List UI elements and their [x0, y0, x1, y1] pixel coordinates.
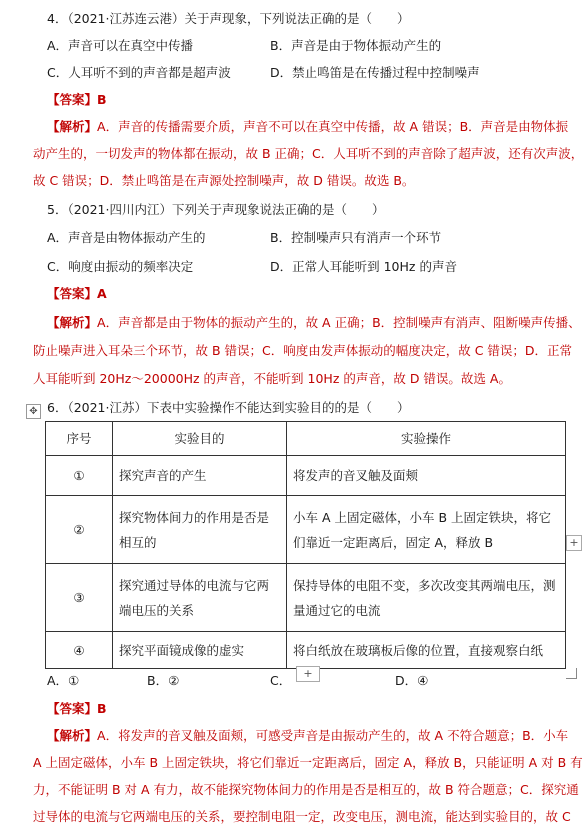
q6-answer-value: B	[97, 701, 107, 716]
q6-option-a: A．①	[47, 673, 80, 688]
table-row	[46, 564, 566, 632]
q5-analysis-tag: 【解析】	[47, 315, 98, 330]
q4-title: 4．（2021·江苏连云港）关于声现象，下列说法正确的是（ ）	[47, 11, 410, 26]
q6-analysis-line-3: 力，不能证明 B 对 A 有力，故不能探究物体间力的作用是否是相互的，故 B 符合题意；C．探究通	[33, 782, 579, 797]
row-index: ④	[46, 632, 113, 669]
q6-analysis-line-2: A 上固定磁体，小车 B 上固定铁块，将它们靠近一定距离后，固定 A，释放 B，只能证明 A 对 B 有	[33, 755, 583, 770]
table-move-icon[interactable]: ✥	[26, 404, 41, 419]
q5-option-d: D．正常人耳能听到 10Hz 的声音	[270, 259, 457, 274]
q4-option-c: C．人耳听不到的声音都是超声波	[47, 65, 231, 80]
header-purpose: 实验目的	[113, 422, 287, 456]
q6-analysis-tag: 【解析】	[47, 728, 98, 743]
q4-answer-tag: 【答案】	[47, 92, 98, 107]
q5-option-a: A．声音是由物体振动产生的	[47, 230, 206, 245]
q5-analysis-line-2: 防止噪声进入耳朵三个环节，故 B 错误；C．响度由发声体振动的幅度决定，故 C 错误；D．正常	[33, 343, 573, 358]
header-index: 序号	[46, 422, 113, 456]
q4-analysis-line-2: 动产生的，一切发声的物体都在振动，故 B 正确；C．人耳听不到的声音除了超声波，还有次声波，	[33, 146, 584, 161]
q4-answer	[47, 91, 107, 109]
add-row-button[interactable]: +	[296, 666, 320, 682]
row-purpose: 探究物体间力的作用是否是相互的	[113, 496, 287, 564]
q5-option-c: C．响度由振动的频率决定	[47, 259, 194, 274]
q5-option-b: B．控制噪声只有消声一个环节	[270, 230, 442, 245]
table-row	[46, 632, 566, 669]
q5-title: 5．（2021·四川内江）下列关于声现象说法正确的是（ ）	[47, 202, 385, 217]
table-row	[46, 496, 566, 564]
row-operation: 将发声的音叉触及面颊	[287, 456, 566, 496]
row-operation: 小车 A 上固定磁体，小车 B 上固定铁块，将它们靠近一定距离后，固定 A，释放 B	[287, 496, 566, 564]
header-operation: 实验操作	[287, 422, 566, 456]
row-purpose: 探究通过导体的电流与它两端电压的关系	[113, 564, 287, 632]
q6-answer-tag: 【答案】	[47, 701, 98, 716]
q4-analysis-tag: 【解析】	[47, 119, 98, 134]
row-index: ①	[46, 456, 113, 496]
row-operation: 将白纸放在玻璃板后像的位置，直接观察白纸	[287, 632, 566, 669]
q5-answer	[47, 285, 107, 303]
q4-option-b: B．声音是由于物体振动产生的	[270, 38, 442, 53]
table-header-row	[46, 422, 566, 456]
q5-answer-value: A	[97, 286, 107, 301]
row-index: ③	[46, 564, 113, 632]
row-purpose: 探究平面镜成像的虚实	[113, 632, 287, 669]
q4-option-a: A．声音可以在真空中传播	[47, 38, 194, 53]
q5-analysis-line-3: 人耳能听到 20Hz～20000Hz 的声音，不能听到 10Hz 的声音，故 D 错误。故选 A。	[33, 371, 511, 386]
q5-answer-tag: 【答案】	[47, 286, 98, 301]
q5-analysis-line-1: 【解析】A．声音都是由于物体的振动产生的，故 A 正确；B．控制噪声有消声、阻断噪声传播、	[47, 315, 581, 330]
table-row	[46, 456, 566, 496]
q6-analysis-line-1: 【解析】A．将发声的音叉触及面颊，可感受声音是由振动产生的，故 A 不符合题意；B．小车	[47, 728, 569, 743]
row-operation: 保持导体的电阻不变，多次改变其两端电压，测量通过它的电流	[287, 564, 566, 632]
q4-analysis-line-3: 故 C 错误；D．禁止鸣笛是在声源处控制噪声，故 D 错误。故选 B。	[33, 173, 415, 188]
row-purpose: 探究声音的产生	[113, 456, 287, 496]
q6-option-c: C．	[270, 673, 292, 688]
q6-analysis-line-4: 过导体的电流与它两端电压的关系，要控制电阻一定，改变电压，测电流，能达到实验目的，故 C	[33, 809, 571, 824]
q6-option-b: B．②	[147, 673, 180, 688]
experiment-table	[45, 421, 566, 669]
q4-option-d: D．禁止鸣笛是在传播过程中控制噪声	[270, 65, 480, 80]
add-column-button[interactable]: +	[566, 535, 582, 551]
q6-answer	[47, 700, 107, 718]
q6-option-d: D．④	[395, 673, 429, 688]
q6-title: 6．（2021·江苏）下表中实验操作不能达到实验目的的是（ ）	[47, 400, 410, 415]
table-resize-handle[interactable]	[566, 668, 577, 679]
row-index: ②	[46, 496, 113, 564]
q4-answer-value: B	[97, 92, 107, 107]
q4-analysis-line-1: 【解析】A．声音的传播需要介质，声音不可以在真空中传播，故 A 错误；B．声音是由物体振	[47, 119, 569, 134]
